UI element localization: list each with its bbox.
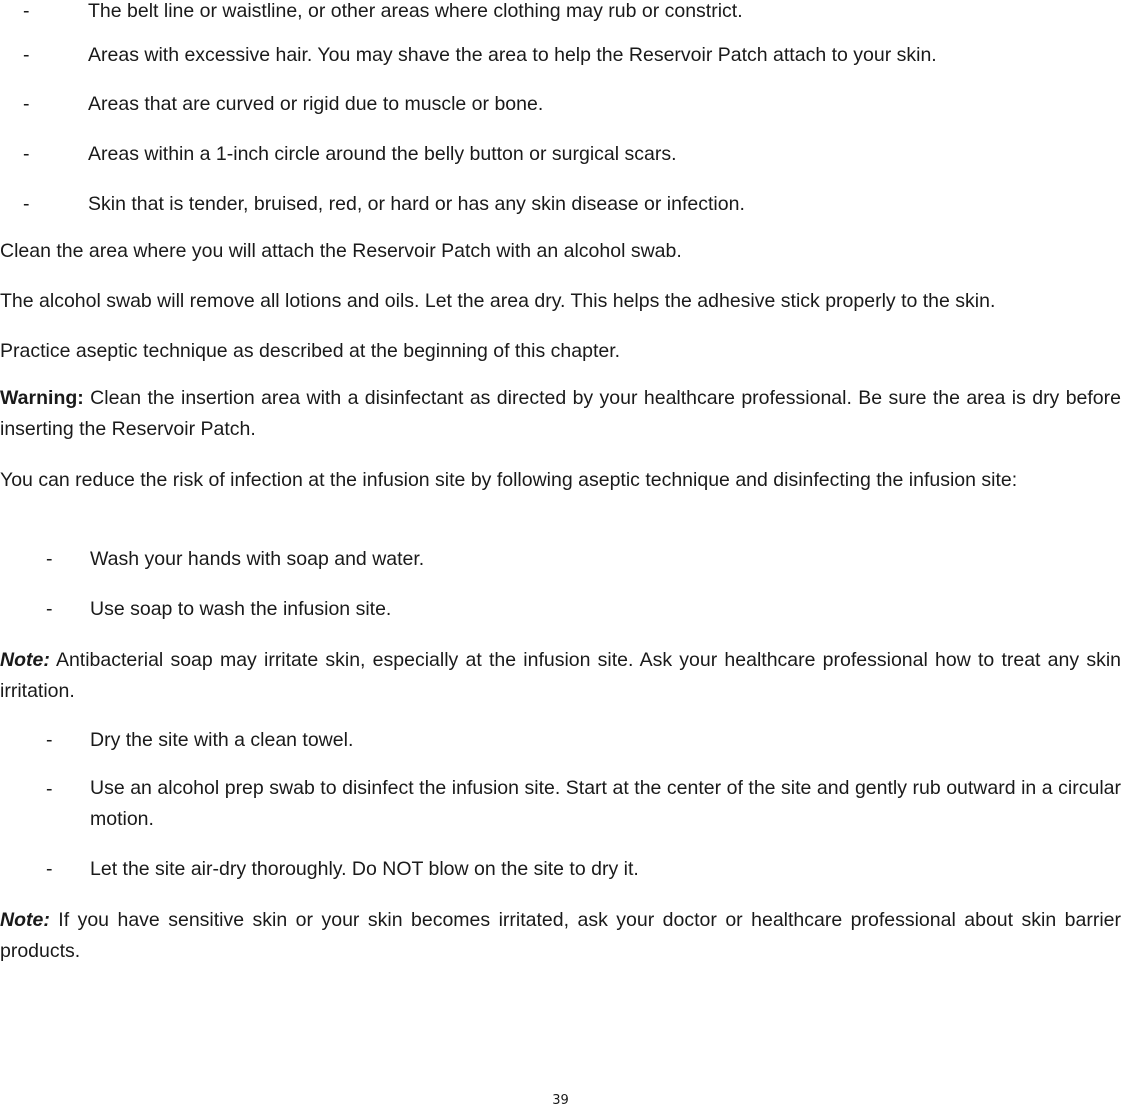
paragraph-aseptic: Practice aseptic technique as described at the beginning of this chapter. bbox=[0, 340, 621, 362]
list-item: Areas with excessive hair. You may shave the area to help the Reservoir Patch attach to your skin. bbox=[88, 44, 937, 66]
list-item: The belt line or waistline, or other areas where clothing may rub or constrict. bbox=[88, 0, 743, 22]
page-number: 39 bbox=[552, 1093, 569, 1108]
note-text: Antibacterial soap may irritate skin, especially at the infusion site. Ask your healthcare professional how to treat any skin irritation. bbox=[0, 649, 1121, 702]
warning-paragraph bbox=[0, 383, 1121, 445]
list-bullet: - bbox=[23, 44, 30, 66]
list-item: Let the site air-dry thoroughly. Do NOT blow on the site to dry it. bbox=[90, 858, 639, 880]
list-item: Use an alcohol prep swab to disinfect the infusion site. Start at the center of the site and gently rub outward in a circular motion. bbox=[90, 777, 1121, 830]
note-label: Note: bbox=[0, 909, 50, 931]
list-item: Areas within a 1-inch circle around the belly button or surgical scars. bbox=[88, 143, 677, 165]
paragraph-clean-area: Clean the area where you will attach the Reservoir Patch with an alcohol swab. bbox=[0, 240, 682, 262]
list-bullet: - bbox=[46, 778, 53, 800]
list-bullet: - bbox=[46, 548, 53, 570]
list-item: Wash your hands with soap and water. bbox=[90, 548, 425, 570]
list-bullet: - bbox=[23, 93, 30, 115]
list-bullet: - bbox=[23, 193, 30, 215]
paragraph-alcohol-swab: The alcohol swab will remove all lotions and oils. Let the area dry. This helps the adhesive stick properly to the skin. bbox=[0, 290, 996, 312]
warning-text: Clean the insertion area with a disinfectant as directed by your healthcare professional. Be sure the area is dry before inserting the Reservoir Patch. bbox=[0, 387, 1121, 440]
list-bullet: - bbox=[23, 143, 30, 165]
warning-label: Warning: bbox=[0, 387, 84, 409]
list-bullet: - bbox=[23, 0, 30, 22]
list-item: Areas that are curved or rigid due to muscle or bone. bbox=[88, 93, 544, 115]
paragraph-reduce-risk: You can reduce the risk of infection at the infusion site by following aseptic technique and disinfecting the infusion site: bbox=[0, 469, 1018, 491]
note-paragraph-skin-barrier bbox=[0, 905, 1121, 967]
note-text: If you have sensitive skin or your skin becomes irritated, ask your doctor or healthcare professional about skin barrier products. bbox=[0, 909, 1121, 962]
note-label: Note: bbox=[0, 649, 50, 671]
list-bullet: - bbox=[46, 858, 53, 880]
list-item: Skin that is tender, bruised, red, or hard or has any skin disease or infection. bbox=[88, 193, 745, 215]
list-item: Use soap to wash the infusion site. bbox=[90, 598, 392, 620]
note-paragraph-soap bbox=[0, 645, 1121, 707]
list-bullet: - bbox=[46, 729, 53, 751]
list-bullet: - bbox=[46, 598, 53, 620]
list-item: Dry the site with a clean towel. bbox=[90, 729, 354, 751]
